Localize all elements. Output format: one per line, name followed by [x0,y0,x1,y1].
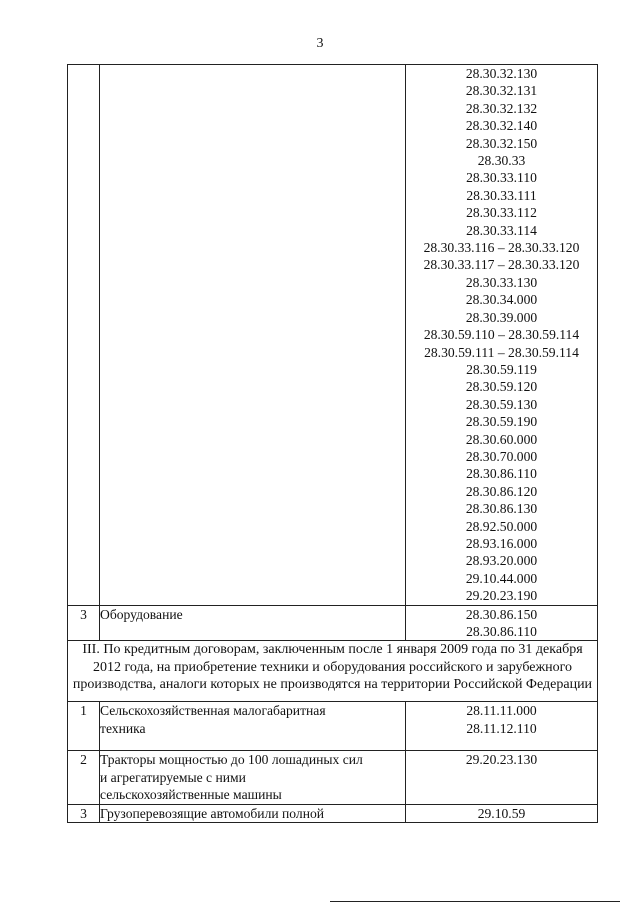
okpd-code: 28.30.59.120 [465,379,538,395]
okpd-code: 28.30.59.111 – 28.30.59.114 [424,344,579,360]
okpd-code: 28.30.39.000 [465,309,538,325]
okpd-code: 28.30.59.119 [466,361,537,377]
item-name-cell [100,65,406,606]
row-number: 3 [68,804,100,822]
table-row [68,65,598,606]
codes-table [67,64,598,823]
okpd-code: 28.11.12.110 [466,720,537,736]
item-name-line: Сельскохозяйственная малогабаритная [100,703,326,719]
okpd-code: 28.30.70.000 [465,448,538,464]
okpd-code: 28.92.50.000 [465,518,538,534]
row-number: 1 [68,702,100,751]
okpd-codes-cell [406,702,598,751]
okpd-code: 28.30.33.114 [466,222,537,238]
okpd-code: 28.30.32.130 [465,66,538,81]
okpd-code: 28.30.33.111 [466,187,537,203]
okpd-codes-cell [406,605,598,641]
okpd-codes-cell [406,804,598,822]
okpd-code: 28.30.33.116 – 28.30.33.120 [423,240,580,256]
okpd-code: 28.30.33.112 [466,205,537,221]
row-number: 2 [68,751,100,804]
okpd-code: 28.30.33.130 [465,274,538,290]
item-name-cell [100,605,406,641]
okpd-code: 28.93.16.000 [465,535,538,551]
okpd-code: 28.30.60.000 [465,431,538,447]
okpd-code: 28.30.32.131 [465,83,538,99]
okpd-code: 28.30.86.130 [465,501,538,517]
table-row [68,702,598,751]
okpd-code: 29.20.23.130 [465,752,538,768]
item-name-line: Тракторы мощностью до 100 лошадиных сил [100,752,363,768]
item-name-line: Грузоперевозящие автомобили полной [100,805,325,821]
okpd-code: 29.10.59 [477,805,526,821]
okpd-code: 28.30.59.110 – 28.30.59.114 [423,327,580,343]
okpd-code: 28.30.86.150 [465,606,538,622]
row-number: 3 [68,605,100,641]
okpd-code: 28.30.33.110 [466,170,537,186]
okpd-code: 28.30.33.117 – 28.30.33.120 [423,257,580,273]
item-name-cell [100,804,406,822]
item-name-cell [100,751,406,804]
table-row [68,751,598,804]
okpd-code: 28.30.32.132 [465,100,538,116]
page-number: 3 [316,36,324,51]
okpd-code: 28.30.86.110 [466,466,537,482]
okpd-code: 28.30.32.140 [465,118,538,134]
okpd-code: 28.30.86.110 [466,624,537,639]
row-number [68,65,100,606]
item-name-cell [100,702,406,751]
okpd-code: 28.30.34.000 [465,292,538,308]
okpd-code: 29.10.44.000 [465,570,538,586]
table-row [68,605,598,641]
section-heading: III. По кредитным договорам, заключенным после 1 января 2009 года по 31 декабря 2012 года, на приобретение техники и оборудования российского и зарубежного производства, аналоги которых не производятся на территории Российской Федерации [68,641,598,702]
okpd-code: 28.30.33 [477,153,526,169]
item-name-line: и агрегатируемые с ними [100,769,246,785]
okpd-code: 28.11.11.000 [466,703,537,719]
okpd-codes-cell [406,65,598,606]
item-name-line: Оборудование [100,606,183,622]
section-row [68,641,598,702]
okpd-code: 29.20.23.190 [465,588,538,604]
bottom-rule [330,901,620,902]
item-name-line: сельскохозяйственные машины [100,787,282,803]
okpd-codes-cell [406,751,598,804]
okpd-code: 28.30.86.120 [465,483,538,499]
okpd-code: 28.30.59.130 [465,396,538,412]
table-row [68,804,598,822]
item-name-line: техника [100,720,146,736]
okpd-code: 28.93.20.000 [465,553,538,569]
okpd-code: 28.30.59.190 [465,414,538,430]
okpd-code: 28.30.32.150 [465,135,538,151]
